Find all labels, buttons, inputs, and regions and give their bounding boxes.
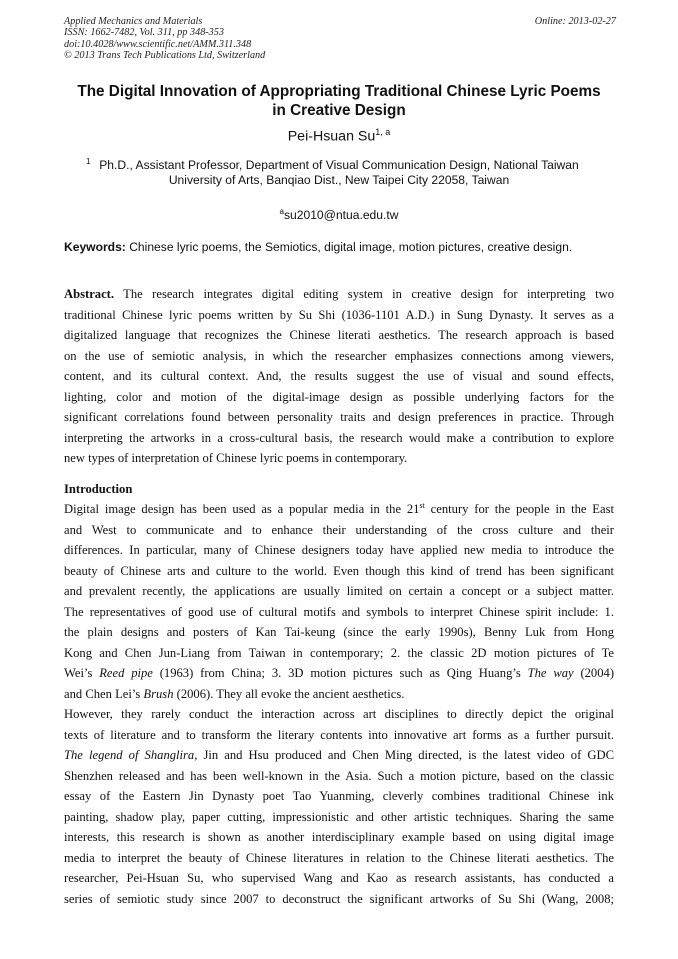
body-line: texts of literature and to transform the literary contents into innovative art forms as a further pursuit. [64, 727, 614, 742]
affiliation-line-2: University of Arts, Banqiao Dist., New Taipei City 22058, Taiwan [168, 173, 510, 187]
body-line: and Chen Lei’s Brush (2006). They all evoke the ancient aesthetics. [64, 686, 405, 701]
abstract-line: new types of interpretation of Chinese lyric poems in contemporary. [64, 451, 408, 465]
abstract-line: Abstract. The research integrates digital editing system in creative design for interpreting two [64, 287, 614, 301]
author-line [64, 127, 614, 145]
affiliation-line-1: Ph.D., Assistant Professor, Department of Visual Communication Design, National Taiwan [99, 158, 579, 172]
abstract-line: content, and its cultural context. And, the results suggest the use of visual and sound effects, [64, 369, 614, 383]
body-line: Wei’s Reed pipe (1963) from China; 3. 3D motion pictures such as Qing Huang’s The way (2004) [64, 666, 614, 680]
author-sup: 1, a [375, 127, 391, 137]
body-line: media to interpret the beauty of Chinese literatures in relation to the Chinese literati aesthetics. The [64, 850, 614, 865]
abstract-line: significant correlations found between personality traits and design preferences in practice. Through [64, 410, 614, 424]
body-line: and prevalent recently, the applications are usually limited on certain a concept or a subject matter. [64, 584, 614, 598]
abstract-line: traditional Chinese lyric poems written by Su Shi (1036-1101 A.D.) in Sung Dynasty. It serves as a [64, 307, 614, 322]
body-line: However, they rarely conduct the interaction across art disciplines to directly depict the original [64, 707, 614, 721]
abstract [64, 284, 614, 469]
keywords-text: Chinese lyric poems, the Semiotics, digital image, motion pictures, creative design. [125, 240, 573, 254]
title-line-1: The Digital Innovation of Appropriating Traditional Chinese Lyric Poems [77, 83, 601, 100]
body-line: differences. In particular, many of Chinese designers today have applied new media to introduce the [64, 543, 614, 557]
journal-header [64, 16, 616, 61]
keywords [64, 240, 614, 254]
body-line: and West to communicate and to enhance their understanding of the cross culture and their [64, 522, 614, 537]
paper-title [64, 82, 614, 120]
email-mark: a [279, 207, 284, 216]
body-line: painting, shadow play, paper cutting, impressionistic and other artistic techniques. Sharing the same [64, 809, 614, 824]
body-line: researcher, Pei-Hsuan Su, who supervised Wang and Kao as research assistants, has conducted a [64, 871, 614, 885]
body-line: essay of the Eastern Jin Dynasty poet Tao Yuanming, cleverly combines traditional Chinese ink [64, 789, 614, 803]
affiliation-mark: 1 [86, 157, 91, 166]
title-line-2: in Creative Design [272, 102, 406, 119]
abstract-line: interpreting the artworks in a cross-cultural basis, the research would make a contribution to explore [64, 430, 614, 445]
body-line: the plain designs and posters of Kan Tai-keung (since the early 1990s), Benny Luk from Hong [64, 625, 614, 639]
body-line: series of semiotic study since 2007 to deconstruct the significant artworks of Su Shi (Wang, 2008; [64, 891, 614, 906]
body-line: interests, this research is shown as another interdisciplinary example based on using digital image [64, 830, 614, 844]
abstract-line: on the use of semiotic analysis, in which the researcher emphasizes connections among viewers, [64, 348, 614, 363]
body-line: Kong and Chen Jun-Liang from Taiwan in contemporary; 2. the classic 2D motion pictures of Te [64, 645, 614, 660]
body-line: beauty of Chinese arts and culture to the world. Even though this kind of trend has been significant [64, 563, 614, 578]
doi-line: doi:10.4028/www.scientific.net/AMM.311.348 [64, 38, 252, 50]
email-address: su2010@ntua.edu.tw [283, 208, 399, 223]
keywords-label: Keywords: [64, 240, 126, 254]
online-date: Online: 2013-02-27 [534, 16, 616, 27]
issn-line: ISSN: 1662-7482, Vol. 311, pp 348-353 [64, 27, 224, 39]
body-line: Digital image design has been used as a popular media in the 21st century for the people in the East [64, 500, 614, 516]
body-line: The representatives of good use of cultural motifs and symbols to interpret Chinese spirit include: 1. [64, 604, 614, 619]
abstract-line: lighting, color and motion of the digital-image design as possible underlying factors for the [64, 389, 614, 404]
body-line: The legend of Shanglira, Jin and Hsu produced and Chen Ming directed, is the latest video of GDC [64, 748, 614, 762]
copyright-line: © 2013 Trans Tech Publications Ltd, Switzerland [64, 49, 266, 61]
affiliation [64, 158, 614, 188]
abstract-label: Abstract. [64, 287, 115, 301]
journal-name: Applied Mechanics and Materials [64, 16, 203, 27]
author-email [64, 207, 614, 222]
introduction-body [64, 499, 614, 909]
introduction-heading: Introduction [64, 482, 133, 496]
abstract-line: digitalized language that recognizes the Chinese literati aesthetics. The research approach is based [64, 328, 614, 342]
author-name: Pei-Hsuan Su [287, 128, 376, 145]
body-line: Shenzhen released and has been well-known in the Asia. Such a motion picture, based on the classic [64, 768, 614, 783]
